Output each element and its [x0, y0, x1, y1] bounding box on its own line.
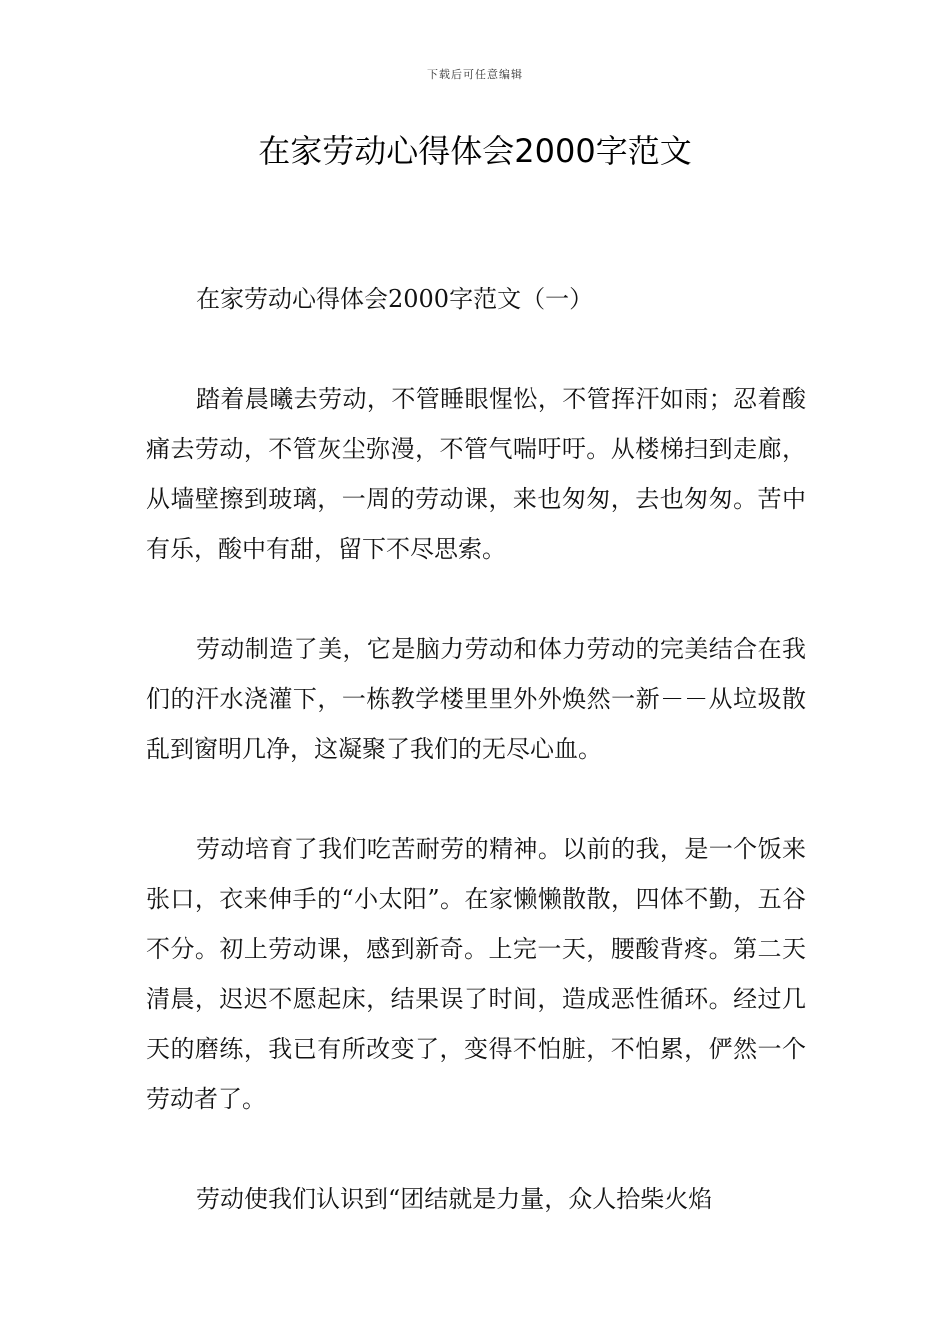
section-subtitle: 在家劳动心得体会2000字范文（一）: [196, 285, 594, 313]
paragraph-2: 劳动制造了美，它是脑力劳动和体力劳动的完美结合在我们的汗水浇灌下，一栋教学楼里里外外焕然一新－－从垃圾散乱到窗明几净，这凝聚了我们的无尽心血。: [146, 635, 806, 763]
header-note: 下载后可任意编辑: [427, 68, 523, 81]
paragraph-3: 劳动培育了我们吃苦耐劳的精神。以前的我，是一个饭来张口，衣来伸手的“小太阳”。在家懒懒散散，四体不勤，五谷不分。初上劳动课，感到新奇。上完一天，腰酸背疼。第二天清晨，迟迟不愿起床，结果误了时间，造成恶性循环。经过几天的磨练，我已有所改变了，变得不怕脏，不怕累，俨然一个劳动者了。: [146, 835, 806, 1113]
paragraph-1: 踏着晨曦去劳动，不管睡眼惺忪，不管挥汗如雨；忍着酸痛去劳动，不管灰尘弥漫，不管气喘吁吁。从楼梯扫到走廊，从墙壁擦到玻璃，一周的劳动课，来也匆匆，去也匆匆。苦中有乐，酸中有甜，留下不尽思索。: [146, 385, 806, 563]
paragraph-4: 劳动使我们认识到“团结就是力量，众人拾柴火焰: [196, 1185, 713, 1213]
document-title: 在家劳动心得体会2000字范文: [258, 132, 692, 170]
